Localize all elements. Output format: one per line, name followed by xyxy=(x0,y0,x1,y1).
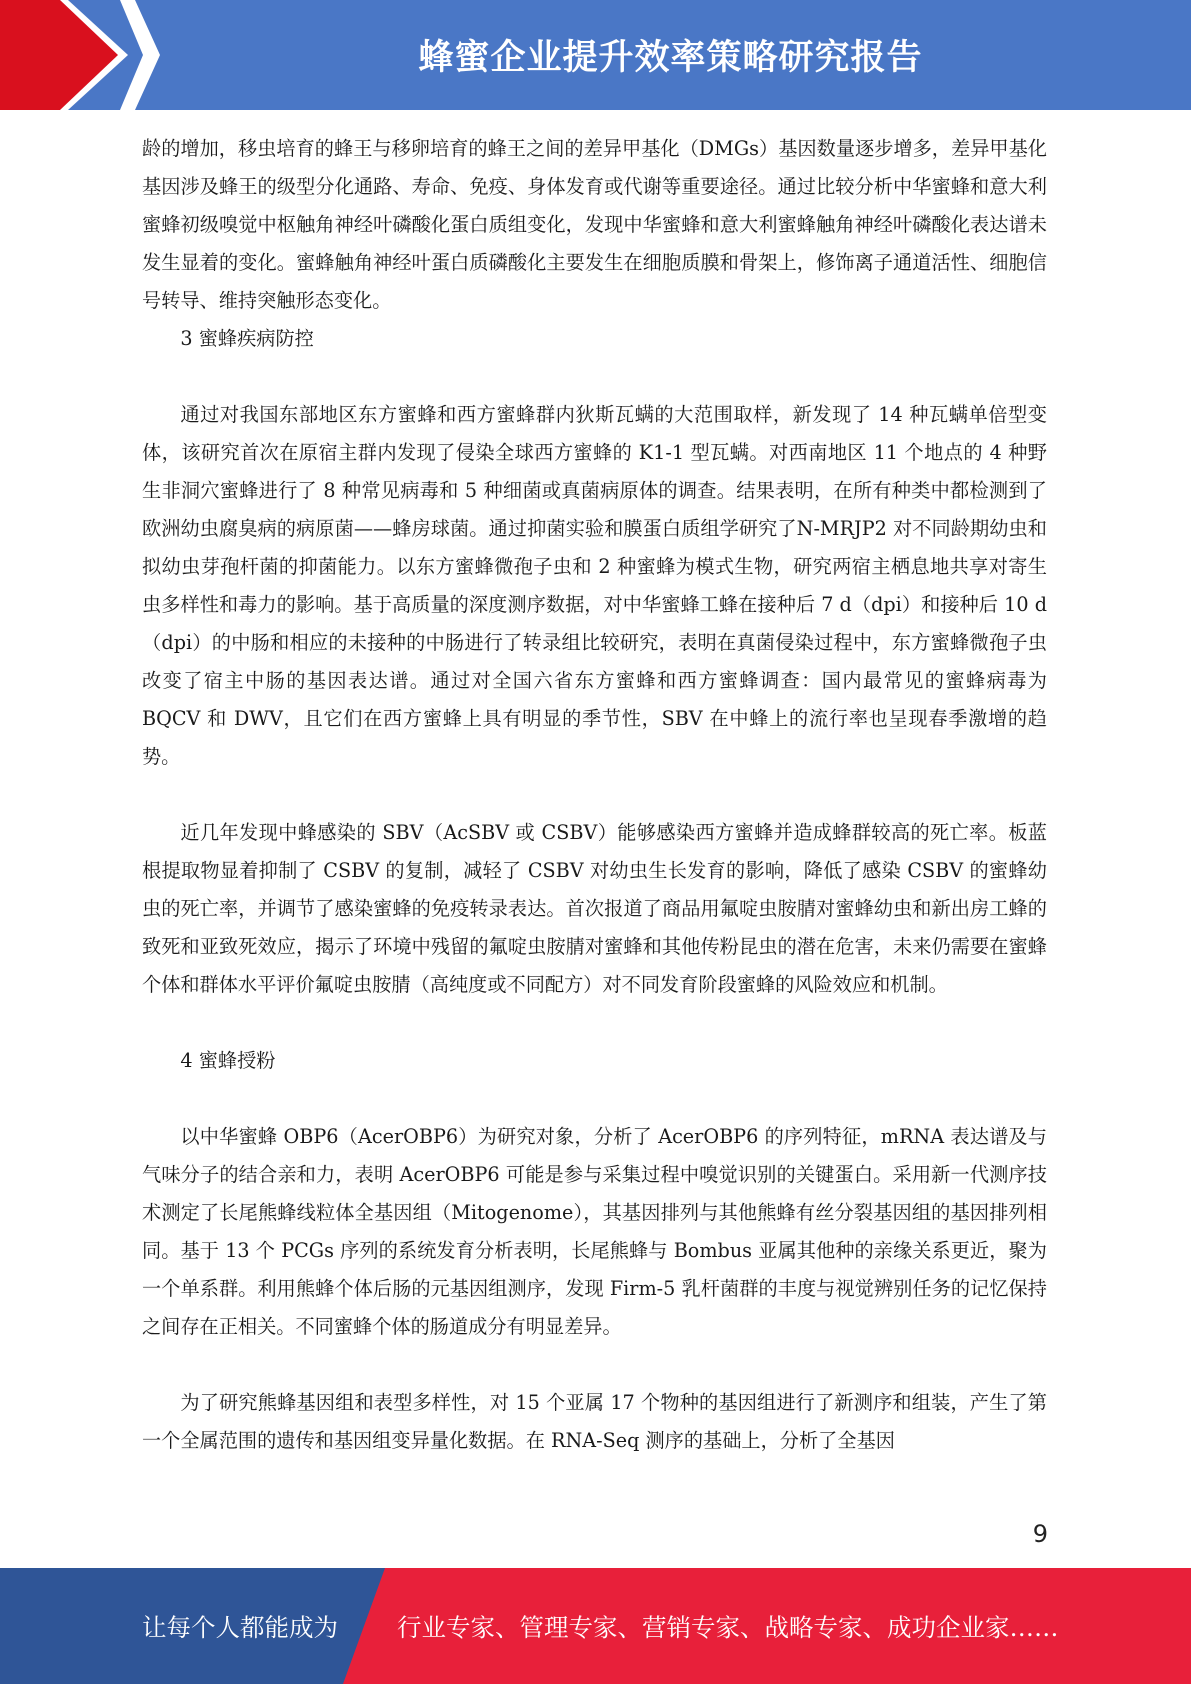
paragraph-disease-survey: 通过对我国东部地区东方蜜蜂和西方蜜蜂群内狄斯瓦螨的大范围取样，新发现了 14 种瓦螨单倍型变体，该研究首次在原宿主群内发现了侵染全球西方蜜蜂的 K1-1 型瓦螨。对西南地区 11 个地点的 4 种野生非洞穴蜜蜂进行了 8 种常见病毒和 5 种细菌或真菌病原体的调查。结果表明，在所有种类中都检测到了欧洲幼虫腐臭病的病原菌——蜂房球菌。通过抑菌实验和膜蛋白质组学研究了N-MRJP2 对不同龄期幼虫和拟幼虫芽孢杆菌的抑菌能力。以东方蜜蜂微孢子虫和 2 种蜜蜂为模式生物，研究两宿主栖息地共享对寄生虫多样性和毒力的影响。基于高质量的深度测序数据，对中华蜜蜂工蜂在接种后 7 d（dpi）和接种后 10 d（dpi）的中肠和相应的未接种的中肠进行了转录组比较研究，表明在真菌侵染过程中，东方蜜蜂微孢子虫改变了宿主中肠的基因表达谱。通过对全国六省东方蜜蜂和西方蜜蜂调查：国内最常见的蜜蜂病毒为 BQCV 和 DWV，且它们在西方蜜蜂上具有明显的季节性，SBV 在中蜂上的流行率也呈现春季激增的趋势。 xyxy=(142,403,1047,768)
page-number: 9 xyxy=(1032,1520,1048,1548)
paragraph-obp6: 以中华蜜蜂 OBP6（AcerOBP6）为研究对象，分析了 AcerOBP6 的序列特征，mRNA 表达谱及与气味分子的结合亲和力，表明 AcerOBP6 可能是参与采集过程中嗅觉识别的关键蛋白。采用新一代测序技术测定了长尾熊蜂线粒体全基因组（Mitogenome），其基因排列与其他熊蜂有丝分裂基因组的基因排列相同。基于 13 个 PCGs 序列的系统发育分析表明，长尾熊蜂与 Bombus 亚属其他种的亲缘关系更近，聚为一个单系群。利用熊蜂个体后肠的元基因组测序，发现 Firm-5 乳杆菌群的丰度与视觉辨别任务的记忆保持之间存在正相关。不同蜜蜂个体的肠道成分有明显差异。 xyxy=(142,1125,1047,1338)
footer-banner xyxy=(0,1568,1191,1684)
paragraph-continued: 龄的增加，移虫培育的蜂王与移卵培育的蜂王之间的差异甲基化（DMGs）基因数量逐步增多，差异甲基化基因涉及蜂王的级型分化通路、寿命、免疫、身体发育或代谢等重要途径。通过比较分析中华蜜蜂和意大利蜜蜂初级嗅觉中枢触角神经叶磷酸化蛋白质组变化，发现中华蜜蜂和意大利蜜蜂触角神经叶磷酸化表达谱未发生显着的变化。蜜蜂触角神经叶蛋白质磷酸化主要发生在细胞质膜和骨架上，修饰离子通道活性、细胞信号转导、维持突触形态变化。 xyxy=(142,137,1047,312)
page-body xyxy=(142,130,1047,1460)
footer-slogan-left: 让每个人都能成为 xyxy=(142,1612,338,1642)
header-chevron-decoration xyxy=(0,0,160,110)
paragraph-sbv: 近几年发现中蜂感染的 SBV（AcSBV 或 CSBV）能够感染西方蜜蜂并造成蜂群较高的死亡率。板蓝根提取物显着抑制了 CSBV 的复制，减轻了 CSBV 对幼虫生长发育的影响，降低了感染 CSBV 的蜜蜂幼虫的死亡率，并调节了感染蜜蜂的免疫转录表达。首次报道了商品用氟啶虫胺腈对蜜蜂幼虫和新出房工蜂的致死和亚致死效应，揭示了环境中残留的氟啶虫胺腈对蜜蜂和其他传粉昆虫的潜在危害，未来仍需要在蜜蜂个体和群体水平评价氟啶虫胺腈（高纯度或不同配方）对不同发育阶段蜜蜂的风险效应和机制。 xyxy=(142,821,1047,996)
section-heading-disease-control: 3 蜜蜂疾病防控 xyxy=(180,327,314,350)
paragraph-bumblebee-genome: 为了研究熊蜂基因组和表型多样性，对 15 个亚属 17 个物种的基因组进行了新测序和组装，产生了第一个全属范围的遗传和基因组变异量化数据。在 RNA-Seq 测序的基础上，分析了全基因 xyxy=(142,1391,1047,1452)
section-heading-pollination: 4 蜜蜂授粉 xyxy=(180,1049,276,1072)
document-title: 蜂蜜企业提升效率策略研究报告 xyxy=(418,38,923,78)
footer-slogan-right: 行业专家、管理专家、营销专家、战略专家、成功企业家…… xyxy=(397,1612,1059,1642)
header-band xyxy=(0,0,1191,110)
